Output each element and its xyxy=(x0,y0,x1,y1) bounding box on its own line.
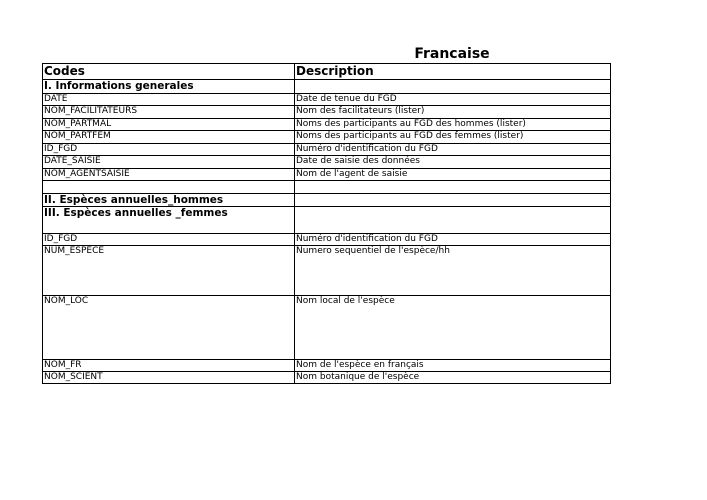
header-row xyxy=(43,64,611,80)
section-title: II. Espèces annuelles_hommes xyxy=(43,194,295,207)
table-row xyxy=(43,131,611,144)
description-cell: Numéro d'identification du FGD xyxy=(295,234,611,246)
description-cell: Noms des participants au FGD des hommes (lister) xyxy=(295,119,611,131)
codes-header: Codes xyxy=(43,64,295,80)
section-row xyxy=(43,207,611,234)
code-cell: NOM_LOC xyxy=(43,296,295,360)
section-row xyxy=(43,194,611,207)
code-cell: NOM_AGENTSAISIE xyxy=(43,169,295,181)
table-row xyxy=(43,234,611,246)
code-cell: NUM_ESPECE xyxy=(43,246,295,296)
blank-row xyxy=(43,181,611,194)
description-cell xyxy=(295,181,611,194)
table-row xyxy=(43,372,611,384)
table-row xyxy=(43,156,611,169)
table-row xyxy=(43,169,611,181)
description-cell: Nom de l'espèce en français xyxy=(295,360,611,372)
table-row xyxy=(43,94,611,106)
code-cell: NOM_PARTMAL xyxy=(43,119,295,131)
description-cell xyxy=(295,207,611,234)
description-cell xyxy=(295,80,611,94)
codebook-table xyxy=(42,63,611,384)
code-cell: NOM_PARTFEM xyxy=(43,131,295,144)
code-cell: NOM_FACILITATEURS xyxy=(43,106,295,119)
description-cell: Numero sequentiel de l'espèce/hh xyxy=(295,246,611,296)
table-row xyxy=(43,296,611,360)
description-cell: Numéro d'identification du FGD xyxy=(295,144,611,156)
description-cell: Date de saisie des données xyxy=(295,156,611,169)
table-row xyxy=(43,246,611,296)
description-cell: Nom botanique de l'espèce xyxy=(295,372,611,384)
description-cell: Nom des facilitateurs (lister) xyxy=(295,106,611,119)
description-cell: Noms des participants au FGD des femmes (lister) xyxy=(295,131,611,144)
code-cell: DATE xyxy=(43,94,295,106)
code-cell: NOM_SCIENT xyxy=(43,372,295,384)
section-title: III. Espèces annuelles _femmes xyxy=(43,207,295,234)
code-cell: ID_FGD xyxy=(43,144,295,156)
table-row xyxy=(43,119,611,131)
description-cell: Date de tenue du FGD xyxy=(295,94,611,106)
description-header: Description xyxy=(295,64,611,80)
section-title: I. Informations generales xyxy=(43,80,295,94)
code-cell: NOM_FR xyxy=(43,360,295,372)
section-row xyxy=(43,80,611,94)
table-row xyxy=(43,144,611,156)
code-cell: DATE_SAISIE xyxy=(43,156,295,169)
table-row xyxy=(43,360,611,372)
code-cell xyxy=(43,181,295,194)
code-cell: ID_FGD xyxy=(43,234,295,246)
description-cell: Nom local de l'espèce xyxy=(295,296,611,360)
description-cell xyxy=(295,194,611,207)
table-row xyxy=(43,106,611,119)
description-cell: Nom de l'agent de saisie xyxy=(295,169,611,181)
sheet-title: Francaise xyxy=(414,46,490,62)
